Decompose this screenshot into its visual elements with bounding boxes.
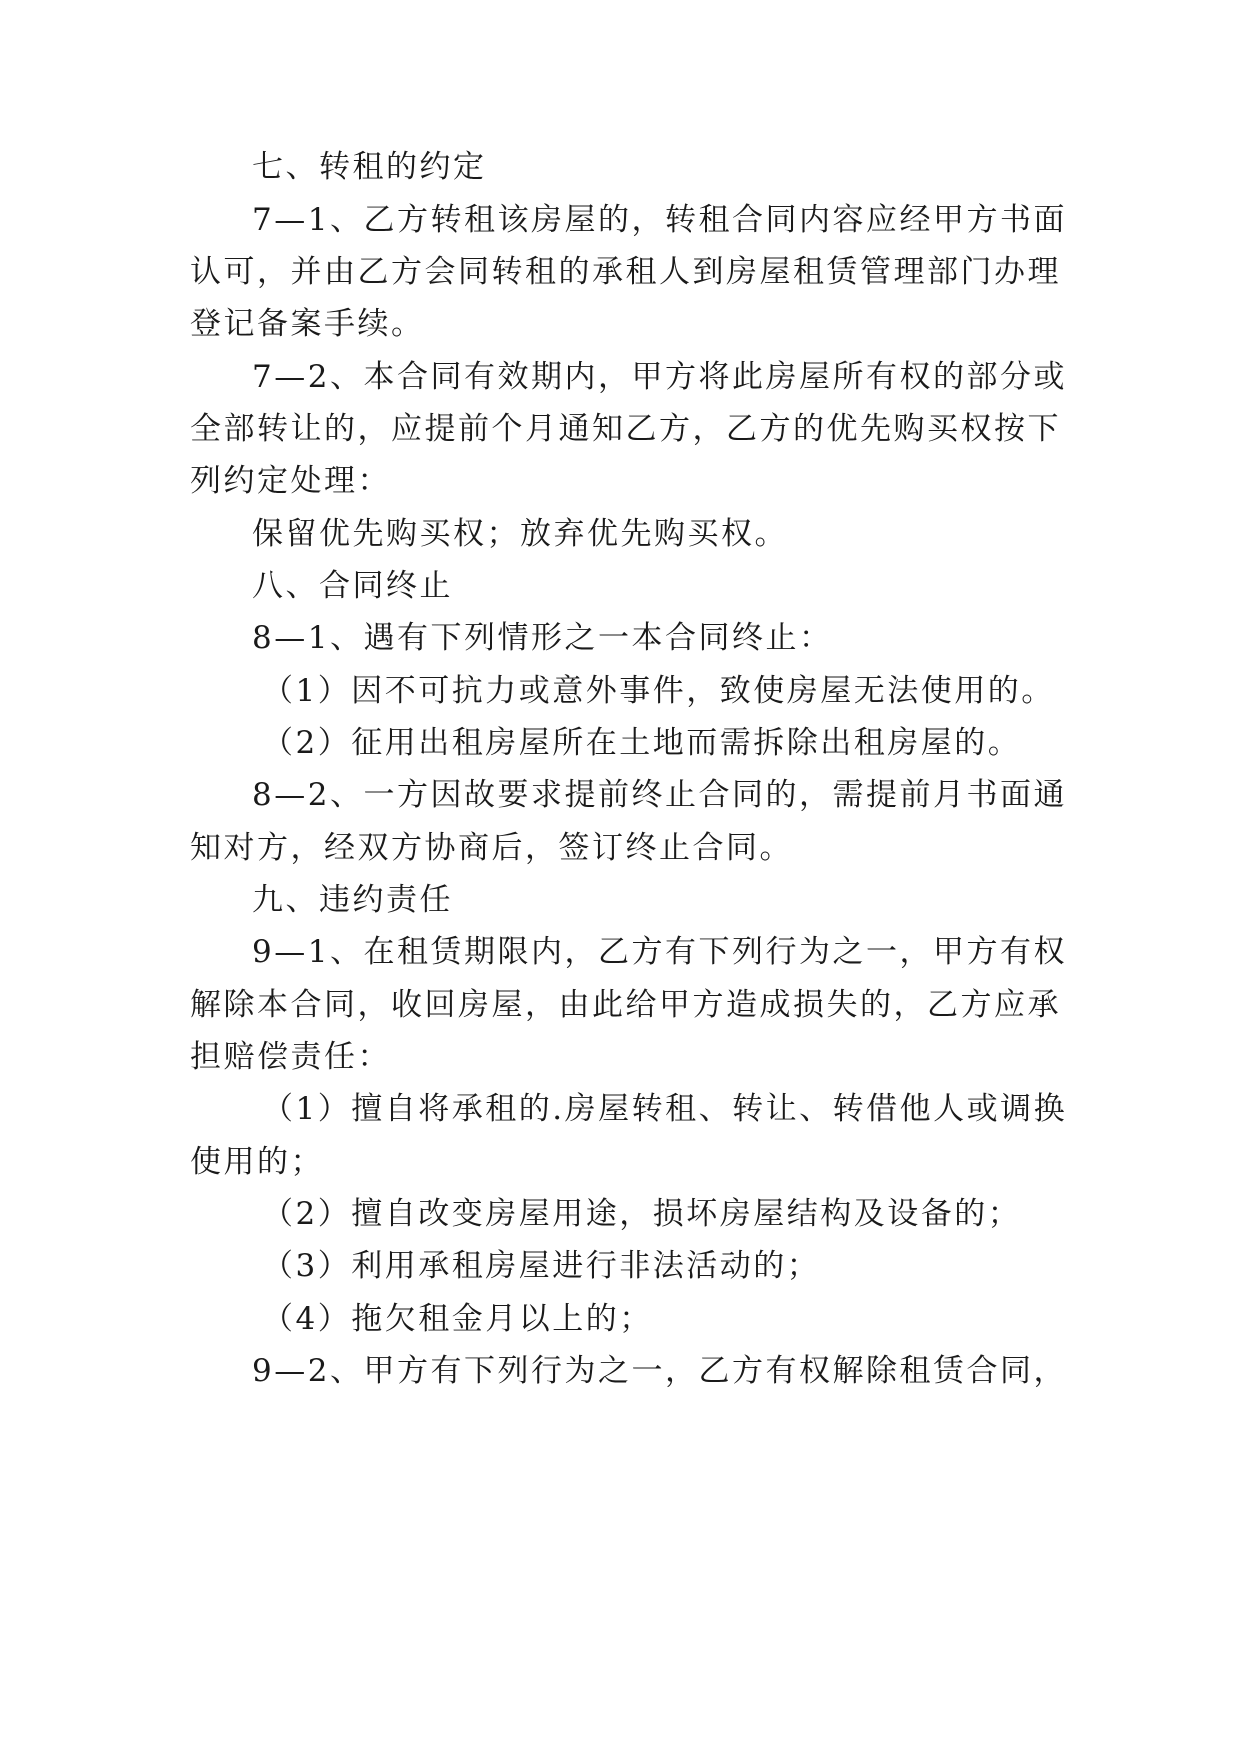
- paragraph-line: 登记备案手续。: [190, 306, 425, 342]
- paragraph-line: 全部转让的，应提前个月通知乙方，乙方的优先购买权按下: [190, 411, 1061, 447]
- paragraph-line: 解除本合同，收回房屋，由此给甲方造成损失的，乙方应承: [190, 987, 1061, 1023]
- paragraph-line: 8—1、遇有下列情形之一本合同终止：: [252, 620, 833, 656]
- list-item: （4）拖欠租金月以上的；: [262, 1301, 653, 1337]
- paragraph-line: 9—2、甲方有下列行为之一，乙方有权解除租赁合同，: [252, 1353, 1067, 1389]
- paragraph-line: 7—2、本合同有效期内，甲方将此房屋所有权的部分或: [252, 359, 1067, 395]
- list-item: （1）因不可抗力或意外事件，致使房屋无法使用的。: [262, 673, 1055, 709]
- paragraph-line: 9—1、在租赁期限内，乙方有下列行为之一，甲方有权: [252, 934, 1067, 970]
- list-item: （1）擅自将承租的.房屋转租、转让、转借他人或调换: [262, 1091, 1068, 1127]
- paragraph-line: 8—2、一方因故要求提前终止合同的，需提前月书面通: [252, 777, 1067, 813]
- section-heading: 八、合同终止: [252, 568, 453, 604]
- paragraph-line: 保留优先购买权；放弃优先购买权。: [252, 516, 788, 552]
- list-item: （3）利用承租房屋进行非法活动的；: [262, 1248, 821, 1284]
- list-item: （2）擅自改变房屋用途，损坏房屋结构及设备的；: [262, 1196, 1022, 1232]
- paragraph-line: 列约定处理：: [190, 463, 391, 499]
- paragraph-line: 认可，并由乙方会同转租的承租人到房屋租赁管理部门办理: [190, 254, 1061, 290]
- list-item: （2）征用出租房屋所在土地而需拆除出租房屋的。: [262, 725, 1022, 761]
- paragraph-line: 知对方，经双方协商后，签订终止合同。: [190, 830, 793, 866]
- paragraph-line: 7—1、乙方转租该房屋的，转租合同内容应经甲方书面: [252, 202, 1067, 238]
- paragraph-line: 担赔偿责任：: [190, 1039, 391, 1075]
- section-heading: 七、转租的约定: [252, 149, 487, 185]
- list-item-continuation: 使用的；: [190, 1144, 324, 1180]
- section-heading: 九、违约责任: [252, 882, 453, 918]
